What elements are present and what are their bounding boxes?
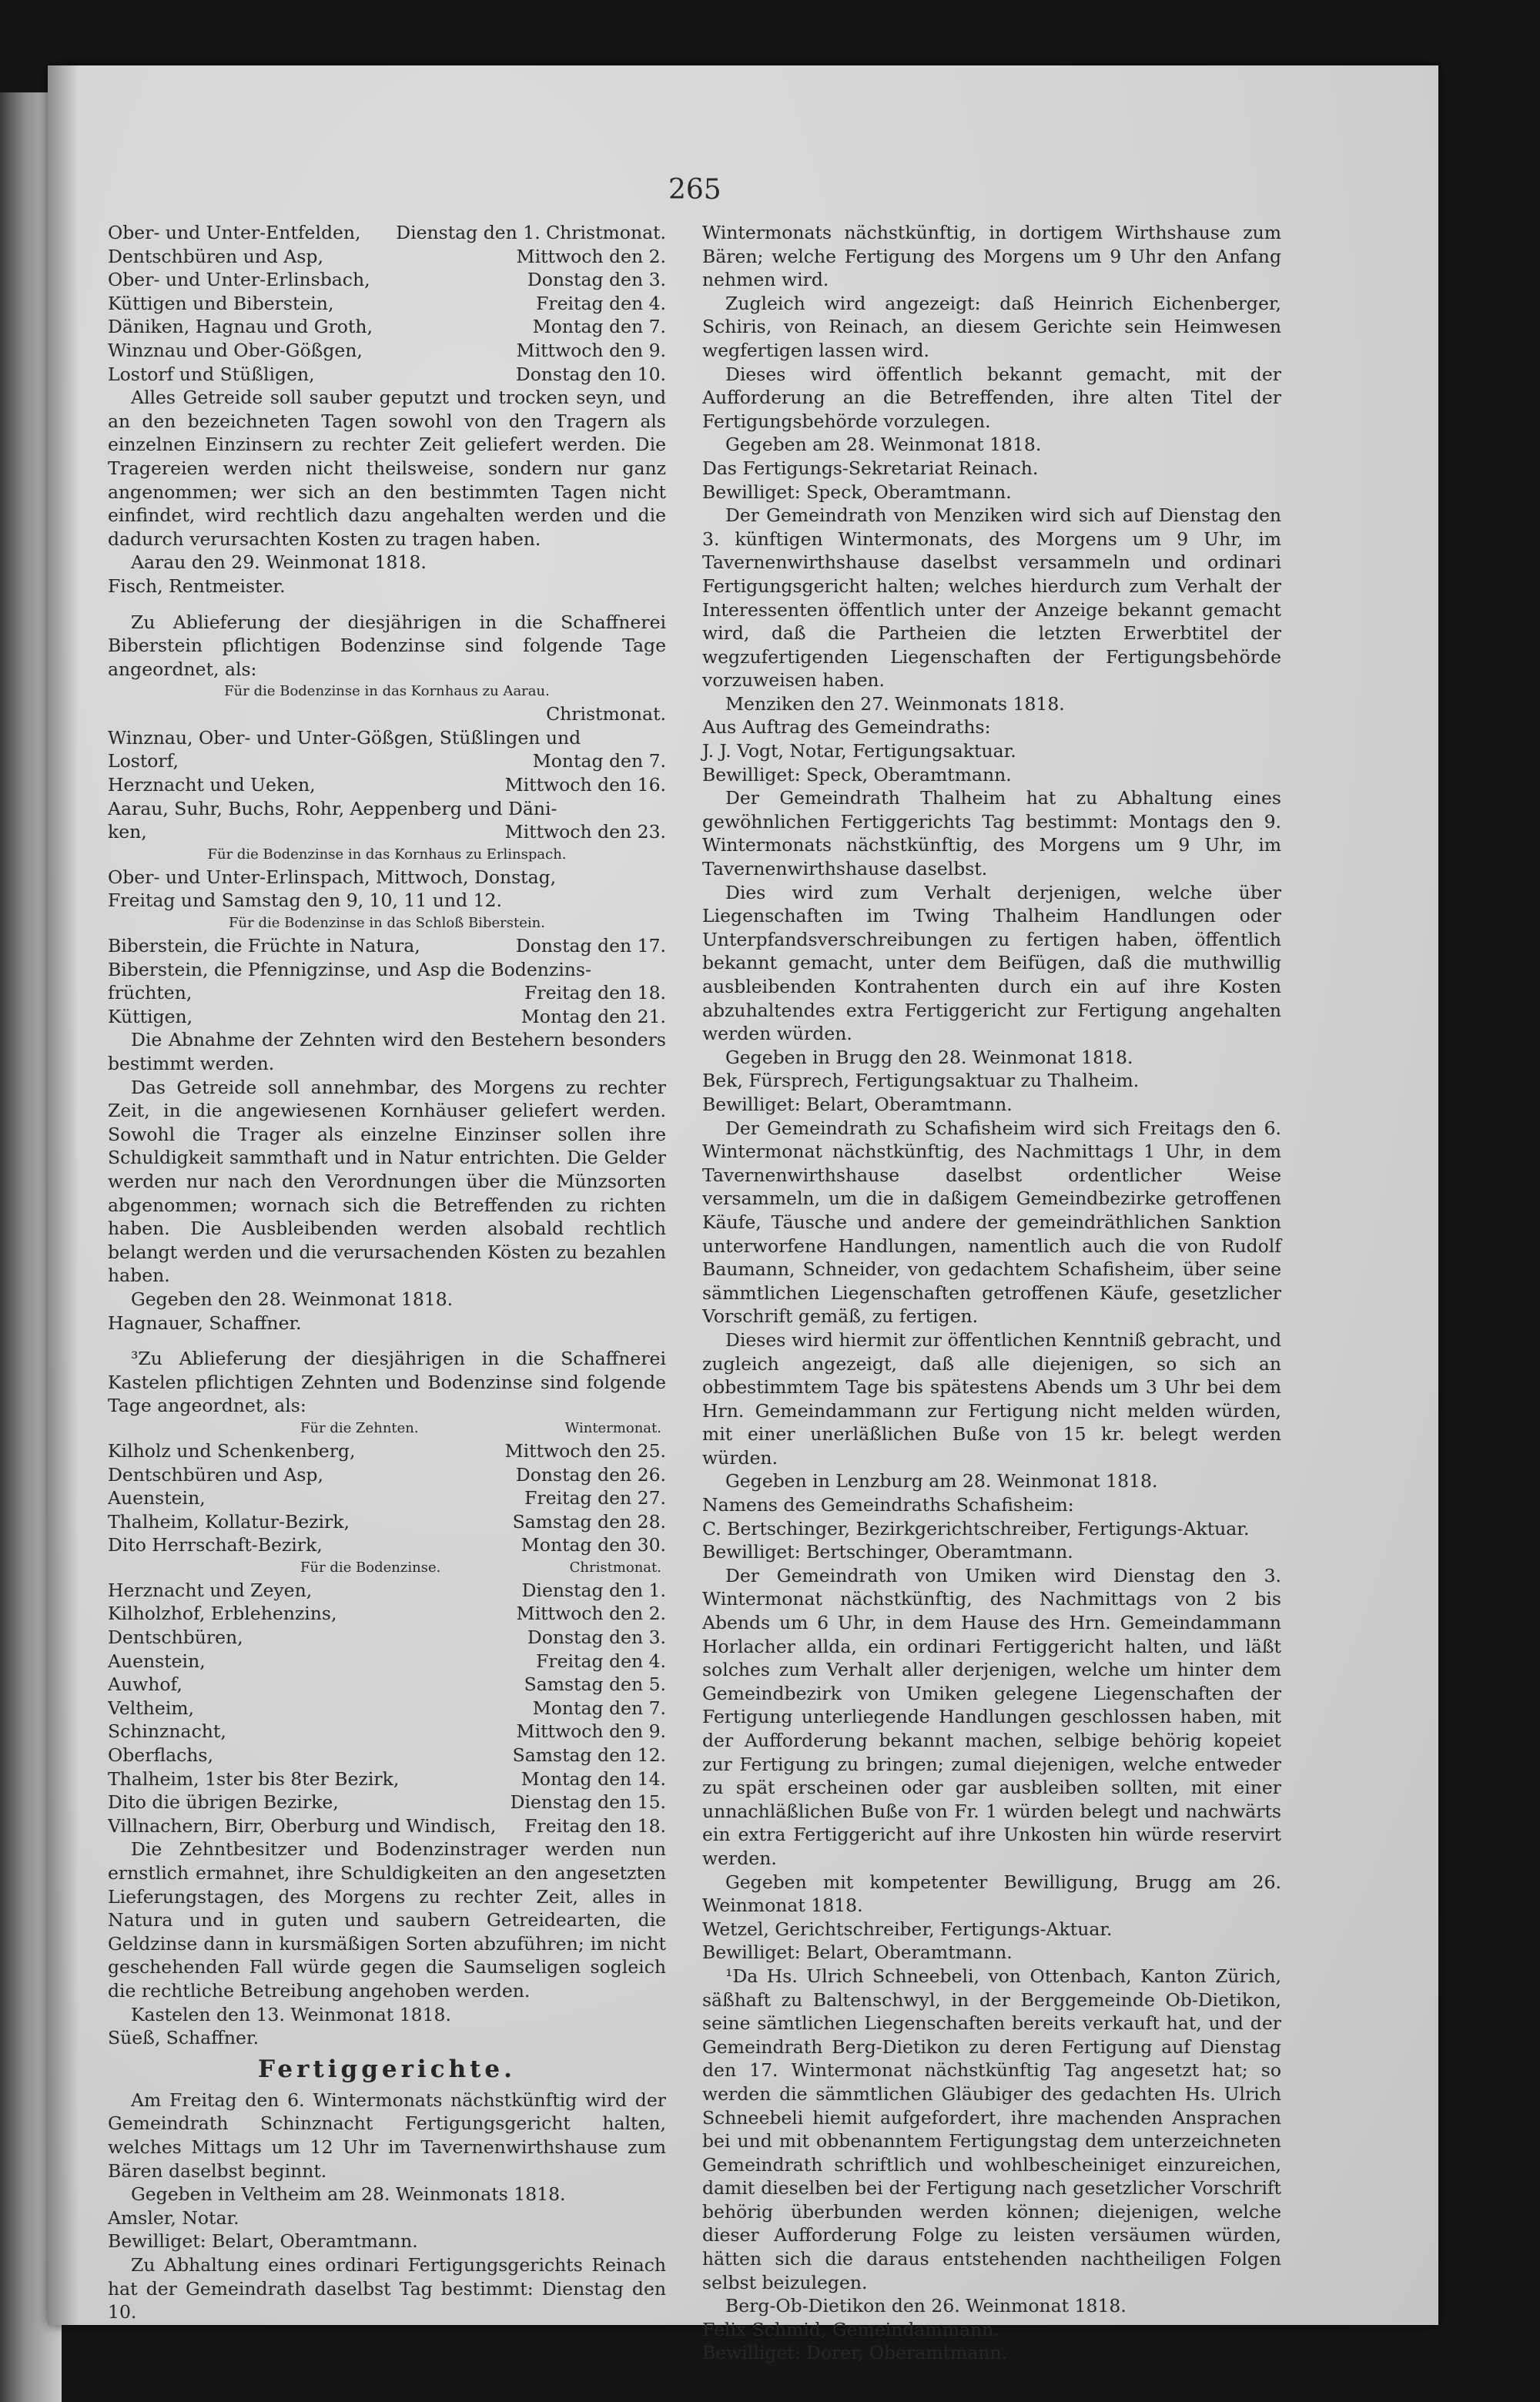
schedule-row [108, 1673, 666, 1697]
schedule-row [108, 1697, 666, 1720]
notice-intro: ³Zu Ablieferung der diesjährigen in die Schaffnerei Kastelen pflichtigen Zehnten und Bodenzinse sind folgende Tage angeordnet, als: [108, 1348, 666, 1417]
schedule-place: Auenstein, [108, 1487, 206, 1509]
schedule-row [108, 934, 666, 958]
schedule-place: Winznau, Ober- und Unter-Gößgen, Stüßlingen und [108, 726, 581, 749]
section-subheading: Für die Bodenzinse in das Kornhaus zu Erlinspach. [207, 846, 567, 863]
schedule-place: Dentschbüren und Asp, [108, 1463, 323, 1486]
schedule-row [108, 363, 666, 387]
schedule-row [108, 1744, 666, 1767]
notice-text: Die Zehntbesitzer und Bodenzinstrager werden nun ernstlich ermahnet, ihre Schuldigkeiten an den angesetzten Lieferungstagen, des Morgens zu rechter Zeit, alles in Natura und in guten und saubern Getreidearten, die Geldzinse dann in kursmäßigen Sorten abzuführen; im nicht geschehenden Fall würde gegen die Saumseligen sogleich die rechtliche Betreibung angehoben werden. [108, 1838, 666, 2002]
section-heading: Fertiggerichte. [258, 2055, 516, 2083]
place-date: Gegeben in Brugg den 28. Weinmonat 1818. [725, 1046, 1133, 1068]
schedule-date: Samstag den 28. [512, 1510, 666, 1533]
page-number: 265 [668, 174, 721, 206]
schedule-row [108, 292, 666, 316]
notice-text: Der Gemeindrath von Umiken wird Dienstag den 3. Wintermonat nächstkünftig, des Nachmittags von 2 bis Abends um 6 Uhr, in dem Hause des Hrn. Gemeindammann Horlacher allda, ein ordinari Fertiggericht halten, und läßt solches zum Verhalt aller derjenigen, welche um hinter dem Gemeindbezirk von Umiken gelegene Liegenschaften der Fertigung unterliegende Handlungen geschlossen haben, mit der Aufforderung bekannt machen, selbige behörig kopeiet zur Fertigung zu bringen; zumal diejenigen, welche entweder zu spät erscheinen oder gar ausbleiben sollten, mit einer unnachläßlichen Buße von Fr. 1 würden belegt und nachwärts ein extra Fertiggericht auf ihre Unkosten hin würde reservirt werden. [702, 1564, 1281, 1869]
approval-line: Bewilliget: Belart, Oberamtmann. [702, 1941, 1013, 1964]
schedule-date: Samstag den 5. [524, 1673, 666, 1696]
signature: Hagnauer, Schaffner. [108, 1312, 302, 1334]
approval-line: Bewilliget: Dorer, Oberamtmann. [702, 2342, 1008, 2364]
schedule-row [108, 245, 666, 269]
page-fold-shadow [48, 65, 79, 2325]
notice-intro: Zu Ablieferung der diesjährigen in die Schaffnerei Biberstein pflichtigen Bodenzinse sind folgende Tage angeordnet, als: [108, 611, 666, 680]
month-label: Christmonat. [546, 703, 666, 725]
schedule-date: Montag den 14. [521, 1767, 666, 1790]
schedule-row [108, 1791, 666, 1814]
month-label: Wintermonat. [564, 1419, 661, 1436]
notice-text: Dies wird zum Verhalt derjenigen, welche über Liegenschaften im Twing Thalheim Handlungen oder Unterpfandsverschreibungen zu fertigen haben, öffentlich bekannt gemacht, unter dem Beifügen, daß die muthwillig ausbleibenden Kontrahenten durch ein auf ihre Kosten abzuhaltendes extra Fertiggericht zur Fertigung angehalten werden würden. [702, 881, 1281, 1045]
schedule-date: Montag den 21. [521, 1005, 666, 1027]
schedule-list [108, 934, 666, 1028]
right-column [702, 221, 1281, 2365]
schedule-date: Mittwoch den 23. [504, 821, 666, 843]
notice-text: Die Abnahme der Zehnten wird den Bestehern besonders bestimmt werden. [108, 1029, 666, 1074]
notice-text: Der Gemeindrath zu Schafisheim wird sich Freitags den 6. Wintermonat nächstkünftig, des Nachmittags 1 Uhr, in dem Tavernenwirthshause daselbst ordentlicher Weise versammeln, um die in daßigem Gemeindbezirke getroffenen Käufe, Täusche und andere der gemeindräthlichen Sanktion unterworfene Handlungen, namentlich auch die von Rudolf Baumann, Schneider, von gedachtem Schafisheim, über seine sämmtlichen Liegenschaften getroffenen Käufe, gesetzlicher Vorschrift gemäß, zu fertigen. [702, 1117, 1281, 1328]
schedule-date: Donstag den 10. [515, 363, 666, 385]
notice-text: Das Getreide soll annehmbar, des Morgens zu rechter Zeit, in die angewiesenen Kornhäuser geliefert werden. Sowohl die Trager als einzelne Einzinser sollen ihre Schuldigkeit sammthaft und in Natur entrichten. Die Gelder werden nur nach den Verordnungen über die Münzsorten abgenommen; wornach sich die Betreffenden zu richten haben. Die Ausbleibenden werden alsobald rechtlich belangt werden und die verursachenden Kösten zu bezahlen haben. [108, 1076, 666, 1287]
schedule-place: Biberstein, die Pfennigzinse, und Asp die Bodenzins- [108, 958, 591, 980]
schedule-place: Aarau, Suhr, Buchs, Rohr, Aeppenberg und Däni- [108, 797, 557, 819]
schedule-row [108, 773, 666, 797]
schedule-row [108, 1602, 666, 1626]
schedule-date: Donstag den 17. [515, 935, 666, 957]
notice-text: Der Gemeindrath von Menziken wird sich auf Dienstag den 3. künftigen Wintermonats, des Morgens um 9 Uhr, im Tavernenwirthshause daselbst versammeln und ordinari Fertigungsgericht halten; welches hierdurch zum Verhalt der Interessenten öffentlich unter der Anzeige bekannt gemacht wird, daß die Partheien die letzten Erwerbtitel der wegzufertigenden Liegenschaften der Fertigungsbehörde vorzuweisen haben. [702, 504, 1281, 692]
schedule-row [108, 268, 666, 292]
schedule-place: Ober- und Unter-Erlinsbach, [108, 269, 370, 291]
schedule-place: Veltheim, [108, 1697, 194, 1719]
place-date: Aarau den 29. Weinmonat 1818. [131, 551, 427, 574]
schedule-row [108, 1005, 666, 1029]
schedule-row [108, 1579, 666, 1603]
signature: Wetzel, Gerichtschreiber, Fertigungs-Aktuar. [702, 1918, 1113, 1940]
notice-text: Alles Getreide soll sauber geputzt und trocken seyn, und an den bezeichneten Tagen sowohl von den Tragern als einzelnen Einzinsern zu rechter Zeit geliefert werden. Die Tragereien werden nicht theilsweise, sondern nur ganz angenommen; wer sich an den bestimmten Tagen nicht einfindet, wird rechtlich dazu angehalten werden und die dadurch verursachten Kosten zu tragen haben. [108, 387, 666, 550]
schedule-date: Dienstag den 15. [510, 1791, 666, 1814]
schedule-list [108, 221, 666, 386]
schedule-date: Mittwoch den 25. [504, 1439, 666, 1462]
schedule-place: Herznacht und Zeyen, [108, 1579, 313, 1601]
schedule-date: Montag den 7. [532, 316, 666, 338]
schedule-place: Villnachern, Birr, Oberburg und Windisch, [108, 1814, 497, 1837]
schedule-row [108, 1720, 666, 1744]
schedule-place: früchten, [108, 982, 192, 1004]
schedule-row [108, 1439, 666, 1463]
schedule-place: Biberstein, die Früchte in Natura, [108, 935, 420, 957]
schedule-row [108, 749, 666, 773]
schedule-row [108, 981, 666, 1005]
signature: Süeß, Schaffner. [108, 2027, 259, 2049]
schedule-place: Auwhof, [108, 1673, 182, 1696]
place-date: Gegeben in Lenzburg am 28. Weinmonat 1818. [725, 1470, 1158, 1492]
schedule-row [108, 958, 666, 982]
place-date: Menziken den 27. Weinmonats 1818. [725, 692, 1065, 715]
schedule-place: Däniken, Hagnau und Groth, [108, 316, 373, 338]
approval-line: Bewilliget: Speck, Oberamtmann. [702, 763, 1012, 786]
notice-text: Am Freitag den 6. Wintermonats nächstkünftig wird der Gemeindrath Schinznacht Fertigungsgericht halten, welches Mittags um 12 Uhr im Tavernenwirthshause zum Bären daselbst beginnt. [108, 2089, 666, 2182]
schedule-row [108, 820, 666, 844]
schedule-date: Mittwoch den 2. [516, 1603, 666, 1625]
place-date: Gegeben mit kompetenter Bewilligung, Brugg am 26. Weinmonat 1818. [702, 1871, 1281, 1917]
section-subheading-row [108, 1418, 666, 1439]
schedule-list [108, 1439, 666, 1557]
schedule-list [108, 1579, 666, 1838]
signature: Aus Auftrag des Gemeindraths: [702, 716, 991, 739]
schedule-row [108, 1626, 666, 1650]
section-subheading: Für die Bodenzinse in das Schloß Biberstein. [229, 915, 545, 932]
schedule-row [108, 221, 666, 245]
approval-line: Bewilliget: Belart, Oberamtmann. [108, 2230, 418, 2253]
schedule-row [108, 866, 666, 889]
schedule-row [108, 1650, 666, 1673]
notice-text: Zugleich wird angezeigt: daß Heinrich Eichenberger, Schiris, von Reinach, an diesem Gerichte sein Heimwesen wegfertigen lassen wird. [702, 292, 1281, 361]
schedule-date: Donstag den 26. [515, 1463, 666, 1486]
schedule-place: Freitag und Samstag den 9, 10, 11 und 12. [108, 889, 502, 912]
schedule-place: Winznau und Ober-Gößgen, [108, 339, 363, 361]
notice-text: Zu Abhaltung eines ordinari Fertigungsgerichts Reinach hat der Gemeindrath daselbst Tag bestimmt: Dienstag den 10. [108, 2253, 666, 2323]
schedule-place: Dito Herrschaft-Bezirk, [108, 1534, 323, 1556]
schedule-date: Freitag den 4. [536, 1650, 666, 1672]
notice-text: ¹Da Hs. Ulrich Schneebeli, von Ottenbach, Kanton Zürich, säßhaft zu Baltenschwyl, in der Berggemeinde Ob-Dietikon, seine sämtlichen Liegenschaften bereits verkauft hat, und der Gemeindrath Berg-Dietikon zu deren Fertigung auf Dienstag den 17. Wintermonat nächstkünftig Tag angesetzt hat; so werden die sämmtlichen Gläubiger des gedachten Hs. Ulrich Schneebeli hiemit aufgefordert, ihre machenden Ansprachen bei und mit obbenanntem Fertigungstag dem unterzeichneten Gemeindrath schriftlich und wohlbescheiniget einzureichen, damit dieselben bei der Fertigung nach gesetzlicher Vorschrift behörig überbunden werden können; diejenigen, welche dieser Aufforderung Folge zu leisten versäumen würden, hätten sich die daraus entstehenden nachtheiligen Folgen selbst beizulegen. [702, 1965, 1281, 2293]
schedule-row [108, 889, 666, 913]
schedule-date: Freitag den 27. [524, 1487, 666, 1509]
schedule-list [108, 726, 666, 844]
approval-line: Bewilliget: Bertschinger, Oberamtmann. [702, 1541, 1073, 1563]
notice-text: Dieses wird hiermit zur öffentlichen Kenntniß gebracht, und zugleich angezeigt, daß alle diejenigen, so sich an obbestimmtem Tage bis spätestens Abends um 3 Uhr bei dem Hrn. Gemeindammann zur Fertigung nicht melden würden, mit einer unerläßlichen Buße von 15 kr. belegt werden würden. [702, 1328, 1281, 1469]
signature: Namens des Gemeindraths Schafisheim: [702, 1494, 1074, 1516]
schedule-date: Samstag den 12. [512, 1744, 666, 1767]
schedule-date: Freitag den 18. [524, 1814, 666, 1837]
schedule-row [108, 726, 666, 750]
notice-text: Dieses wird öffentlich bekannt gemacht, mit der Aufforderung an die Betreffenden, ihre alten Titel der Fertigungsbehörde vorzulegen. [702, 363, 1281, 432]
schedule-row [108, 339, 666, 363]
place-date: Kastelen den 13. Weinmonat 1818. [131, 2003, 451, 2025]
schedule-date: Montag den 30. [521, 1534, 666, 1556]
schedule-date: Dienstag den 1. [521, 1579, 666, 1601]
section-subheading: Für die Bodenzinse in das Kornhaus zu Aarau. [224, 683, 550, 700]
schedule-place: Dentschbüren und Asp, [108, 245, 323, 267]
schedule-place: Oberflachs, [108, 1744, 213, 1767]
schedule-place: Dito die übrigen Bezirke, [108, 1791, 339, 1814]
schedule-date: Dienstag den 1. Christmonat. [396, 222, 666, 243]
signature: Amsler, Notar. [108, 2206, 239, 2229]
schedule-row [108, 797, 666, 821]
notice-text: Wintermonats nächstkünftig, in dortigem Wirthshause zum Bären; welche Fertigung des Morgens um 9 Uhr den Anfang nehmen wird. [702, 222, 1281, 291]
schedule-date: Mittwoch den 9. [516, 1720, 666, 1743]
schedule-row [108, 315, 666, 339]
place-date: Gegeben den 28. Weinmonat 1818. [131, 1288, 454, 1310]
place-date: Gegeben am 28. Weinmonat 1818. [725, 434, 1042, 456]
schedule-place: Kilholzhof, Erblehenzins, [108, 1603, 337, 1625]
notice-text: Der Gemeindrath Thalheim hat zu Abhaltung eines gewöhnlichen Fertiggerichts Tag bestimmt: Montags den 9. Wintermonats nächstkünftig, des Morgens um 9 Uhr, im Tavernenwirthshause daselbst. [702, 787, 1281, 880]
section-subheading: Für die Zehnten. [300, 1419, 419, 1436]
schedule-place: Herznacht und Ueken, [108, 774, 316, 796]
schedule-place: Ober- und Unter-Entfelden, [108, 222, 361, 243]
month-label: Christmonat. [569, 1559, 661, 1576]
approval-line: Bewilliget: Speck, Oberamtmann. [702, 481, 1012, 503]
schedule-date: Mittwoch den 16. [504, 774, 666, 796]
schedule-row [108, 1767, 666, 1791]
approval-line: Bewilliget: Belart, Oberamtmann. [702, 1093, 1013, 1115]
schedule-date: Freitag den 4. [536, 292, 666, 314]
section-subheading-row [108, 1557, 666, 1579]
schedule-date: Mittwoch den 9. [516, 339, 666, 361]
schedule-place: Küttigen, [108, 1005, 193, 1027]
schedule-place: Dentschbüren, [108, 1626, 243, 1649]
schedule-row [108, 1814, 666, 1838]
schedule-date: Donstag den 3. [527, 1626, 666, 1649]
schedule-place: Schinznacht, [108, 1720, 226, 1743]
schedule-list [108, 866, 666, 913]
signature: Felix Schmid, Gemeindammann. [702, 2318, 999, 2340]
signature: Das Fertigungs-Sekretariat Reinach. [702, 457, 1039, 479]
schedule-place: Thalheim, 1ster bis 8ter Bezirk, [108, 1767, 400, 1790]
left-column [108, 221, 666, 2324]
signature: Fisch, Rentmeister. [108, 575, 286, 597]
section-subheading: Für die Bodenzinse. [300, 1559, 441, 1576]
schedule-row [108, 1463, 666, 1487]
schedule-row [108, 1486, 666, 1510]
schedule-date: Donstag den 3. [527, 269, 666, 291]
schedule-place: ken, [108, 821, 147, 843]
schedule-row [108, 1510, 666, 1534]
schedule-row [108, 1533, 666, 1557]
schedule-place: Thalheim, Kollatur-Bezirk, [108, 1510, 350, 1533]
schedule-place: Auenstein, [108, 1650, 206, 1672]
schedule-place: Lostorf und Stüßligen, [108, 363, 315, 385]
schedule-place: Küttigen und Biberstein, [108, 292, 334, 314]
signature: J. J. Vogt, Notar, Fertigungsaktuar. [702, 740, 1016, 762]
signature: Bek, Fürsprech, Fertigungsaktuar zu Thalheim. [702, 1070, 1140, 1092]
schedule-place: Kilholz und Schenkenberg, [108, 1439, 356, 1462]
schedule-date: Montag den 7. [532, 1697, 666, 1719]
schedule-place: Ober- und Unter-Erlinspach, Mittwoch, Donstag, [108, 866, 557, 888]
place-date: Gegeben in Veltheim am 28. Weinmonats 1818. [131, 2183, 566, 2206]
schedule-date: Mittwoch den 2. [516, 245, 666, 267]
schedule-date: Freitag den 18. [524, 982, 666, 1004]
signature: C. Bertschinger, Bezirkgerichtschreiber, Fertigungs-Aktuar. [702, 1517, 1250, 1539]
schedule-date: Montag den 7. [532, 750, 666, 772]
schedule-place: Lostorf, [108, 750, 179, 772]
place-date: Berg-Ob-Dietikon den 26. Weinmonat 1818. [725, 2295, 1127, 2317]
